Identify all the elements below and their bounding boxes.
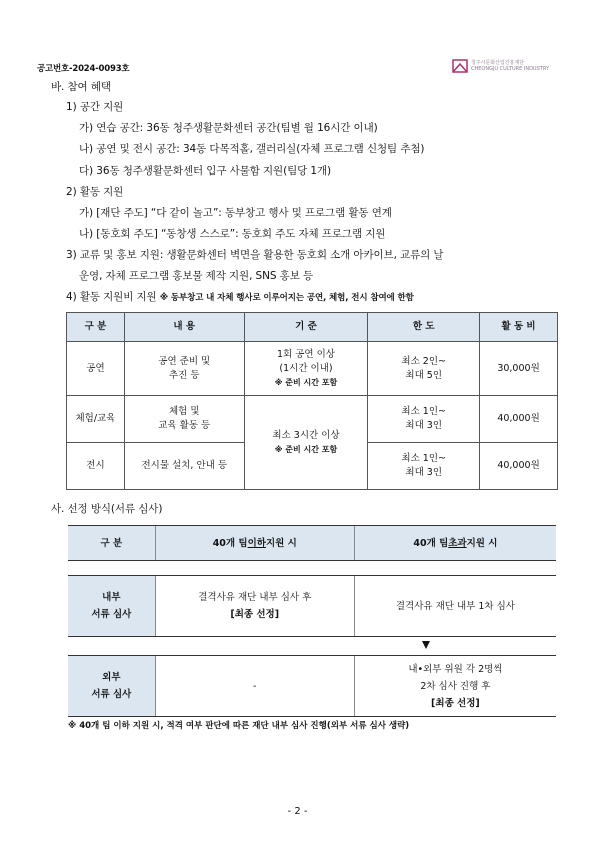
selection-internal-row [68, 575, 556, 637]
header-text: 40개 팀 [413, 537, 449, 549]
row-criteria-line: (1시간 이내) [279, 362, 333, 374]
row-limit-line: 최대 3인 [405, 420, 443, 431]
item-4-label: 4) 활동 지원비 지원 [66, 291, 157, 303]
cell-line: 2차 심사 진행 후 [420, 680, 491, 692]
page-number: - 2 - [287, 806, 308, 817]
table-row [67, 342, 558, 396]
item-1-ga: 가) 연습 공간: 36동 청주생활문화센터 공간(팀별 월 16시간 이내) [79, 122, 378, 134]
table-row [67, 396, 558, 443]
section-sa-title: 사. 선정 방식(서류 심사) [51, 503, 163, 515]
row-limit-line: 최대 3인 [405, 467, 443, 478]
header-content: 내 용 [124, 313, 244, 342]
row-criteria [244, 342, 368, 396]
row-criteria-line: 1회 공연 이상 [276, 348, 335, 360]
header-text: 지원 시 [265, 537, 297, 549]
internal-under-40 [155, 576, 354, 636]
header-underlined: 이하 [247, 537, 266, 549]
row-content: 전시물 설치, 안내 등 [124, 443, 244, 490]
logo-text-en: CHEONGJU CULTURE INDUSTRY [471, 66, 550, 72]
item-2-ga: 가) [재단 주도] “다 같이 놀고”: 동부창고 행사 및 프로그램 활동 연계 [79, 207, 392, 219]
row-amount: 40,000원 [480, 396, 558, 443]
row-category: 체험/교육 [67, 396, 125, 443]
row-criteria-note: ※ 준비 시간 포함 [274, 444, 338, 454]
label-line: 서류 심사 [91, 689, 132, 700]
header-underlined: 초과 [448, 537, 467, 549]
final-selection-text: [최종 선정] [230, 609, 280, 620]
item-1: 1) 공간 지원 [66, 101, 124, 113]
header-text: 40개 팀 [212, 537, 248, 549]
row-limit-line: 최대 5인 [405, 369, 443, 381]
support-table [66, 312, 558, 490]
header-category: 구 분 [67, 313, 125, 342]
notice-number: 공고번호-2024-0093호 [37, 64, 130, 74]
row-amount: 40,000원 [480, 443, 558, 490]
row-limit [368, 342, 480, 396]
row-criteria-shared [244, 396, 368, 490]
header-text: 지원 시 [466, 537, 498, 549]
row-category: 전시 [67, 443, 125, 490]
section-ba-title: 바. 참여 혜택 [51, 81, 111, 93]
row-limit-line: 최소 1인~ [401, 453, 446, 464]
external-review-label [68, 656, 155, 716]
selection-header-category: 구 분 [100, 537, 123, 549]
item-3-line-2: 운영, 자체 프로그램 홍보물 제작 지원, SNS 홍보 등 [79, 270, 314, 282]
item-2-na: 나) [동호회 주도] “동창생 스스로”: 동호회 주도 자체 프로그램 지원 [79, 228, 386, 240]
selection-external-row [68, 655, 556, 717]
label-line: 서류 심사 [91, 609, 132, 620]
arrow-down-icon [422, 641, 430, 649]
internal-over-40: 결격사유 재단 내부 1차 심사 [354, 576, 556, 636]
row-limit [368, 396, 480, 443]
row-limit-line: 최소 1인~ [401, 406, 446, 417]
item-1-da: 다) 36동 청주생활문화센터 입구 사물함 지원(팀당 1개) [79, 165, 332, 177]
row-criteria-line: 최소 3시간 이상 [272, 429, 340, 441]
row-content-line: 체험 및 [168, 406, 200, 417]
row-limit-line: 최소 2인~ [401, 355, 446, 367]
item-4 [66, 289, 414, 304]
foundation-logo [452, 58, 556, 74]
selection-header-over-40 [354, 526, 556, 560]
logo-text: 청주시문화산업진흥재단 [471, 60, 525, 66]
final-selection-text: [최종 선정] [431, 697, 480, 709]
row-criteria-note: ※ 준비 시간 포함 [274, 377, 338, 387]
selection-table-header [68, 525, 556, 561]
header-limit: 한 도 [368, 313, 480, 342]
cell-line: 내•외부 위원 각 2명씩 [408, 663, 503, 675]
row-content-line: 추진 등 [168, 369, 200, 381]
label-line: 외부 [102, 672, 121, 683]
item-3-line-1: 3) 교류 및 홍보 지원: 생활문화센터 벽면을 활용한 동호회 소개 아카이브, 교류의 날 [66, 249, 444, 261]
item-4-note: ※ 동부창고 내 자체 행사로 이루어지는 공연, 체험, 전시 참여에 한함 [159, 293, 414, 303]
row-amount: 30,000원 [480, 342, 558, 396]
support-table-header [67, 313, 558, 342]
cell-line: 결격사유 재단 내부 심사 후 [198, 592, 312, 603]
header-criteria: 기 준 [244, 313, 368, 342]
external-under-40: - [155, 656, 354, 716]
row-content [124, 396, 244, 443]
row-limit [368, 443, 480, 490]
row-category: 공연 [67, 342, 125, 396]
foundation-logo-icon [452, 59, 468, 73]
row-content [124, 342, 244, 396]
item-1-na: 나) 공연 및 전시 공간: 34동 다목적홀, 갤러리실(자체 프로그램 신청팀 추첨) [79, 143, 425, 155]
internal-review-label [68, 576, 155, 636]
row-content-line: 공연 준비 및 [158, 355, 211, 367]
external-over-40 [354, 656, 556, 716]
label-line: 내부 [102, 592, 121, 603]
item-2: 2) 활동 지원 [66, 186, 124, 198]
row-content-line: 교육 활동 등 [158, 420, 211, 431]
selection-footnote: ※ 40개 팀 이하 지원 시, 적격 여부 판단에 따른 재단 내부 심사 진행(외부 서류 심사 생략) [68, 721, 410, 731]
selection-header-under-40 [155, 526, 354, 560]
header-amount: 활 동 비 [480, 313, 558, 342]
